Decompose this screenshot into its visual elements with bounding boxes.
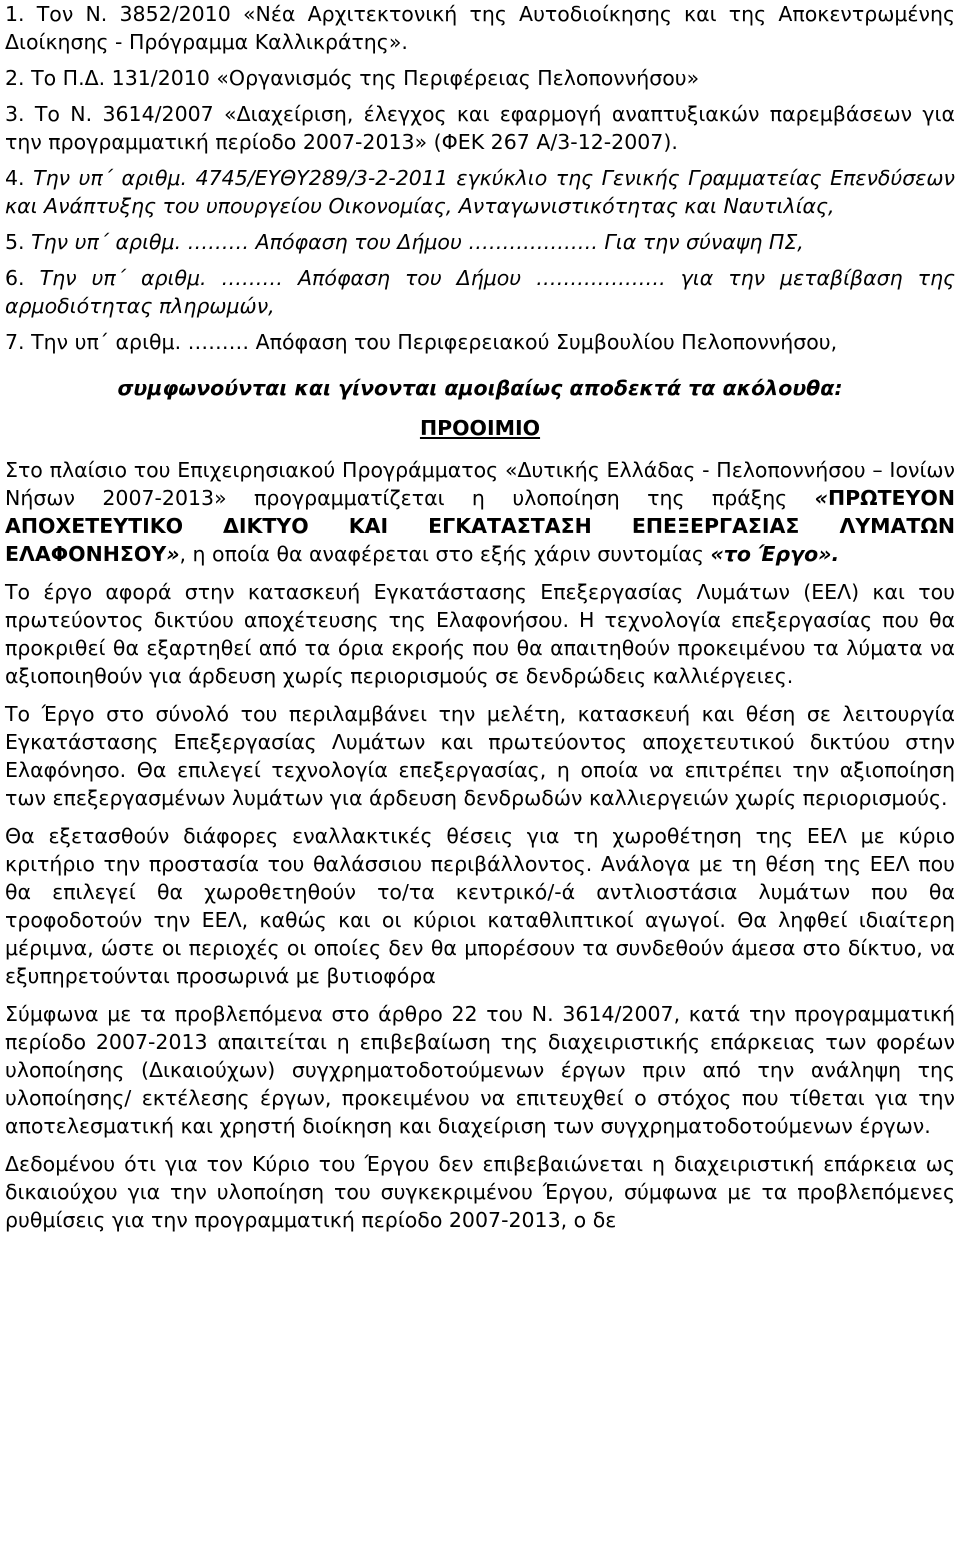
list-number: 1. [5, 2, 25, 26]
list-text: Το Ν. 3614/2007 «Διαχείριση, έλεγχος και εφαρμογή αναπτυξιακών παρεμβάσεων για την προγραμματική περίοδο 2007-2013» (ΦΕΚ 267 Α/3-12-2007). [5, 102, 955, 154]
paragraph-project-description: Το έργο αφορά στην κατασκευή Εγκατάστασης Επεξεργασίας Λυμάτων (ΕΕΛ) και του πρωτεύοντος δικτύου αποχέτευσης της Ελαφονήσου. Η τεχνολογία επεξεργασίας που θα προκριθεί θα εξαρτηθεί από τα όρια εκροής που θα απαιτηθούν προκειμένου τα λύματα να αξιοποιηθούν για άρδευση χωρίς περιορισμούς σε δενδρώδεις καλλιέργειες. [5, 580, 955, 688]
list-item [5, 228, 955, 256]
list-text: Την υπ΄ αριθμ. ……… Απόφαση του Δήμου ………………. Για την σύναψη ΠΣ, [31, 230, 804, 254]
project-title: ΠΡΩΤΕΥΟΝ ΑΠΟΧΕΤΕΥΤΙΚΟ ΔΙΚΤΥΟ ΚΑΙ ΕΓΚΑΤΑΣΤΑΣΗ ΕΠΕΞΕΡΓΑΣΙΑΣ ΛΥΜΑΤΩΝ ΕΛΑΦΟΝΗΣΟΥ [5, 486, 955, 566]
agreement-line: συμφωνούνται και γίνονται αμοιβαίως αποδεκτά τα ακόλουθα: [117, 376, 843, 400]
paragraph-siting: Θα εξετασθούν διάφορες εναλλακτικές θέσεις για τη χωροθέτηση της ΕΕΛ με κύριο κριτήριο την προστασία του θαλάσσιου περιβάλλοντος. Ανάλογα με τη θέση της ΕΕΛ που θα επιλεγεί θα χωροθετηθούν το/τα κεντρικό/-ά αντλιοστάσια λυμάτων που θα τροφοδοτούν την ΕΕΛ, καθώς και οι κύριοι καταθλιπτικοί αγωγοί. Θα ληφθεί ιδιαίτερη μέριμνα, ώστε οι περιοχές οι οποίες δεν θα μπορέσουν τα συνδεθούν άμεσα στο δίκτυο, να εξυπηρετούνται προσωρινά με βυτιοφόρα [5, 824, 955, 988]
list-number: 4. [5, 166, 25, 190]
list-text: Τον Ν. 3852/2010 «Νέα Αρχιτεκτονική της Αυτοδιοίκησης και της Αποκεντρωμένης Διοίκησης - Πρόγραμμα Καλλικράτης». [5, 2, 955, 54]
paragraph-legal-basis: Σύμφωνα με τα προβλεπόμενα στο άρθρο 22 του Ν. 3614/2007, κατά την προγραμματική περίοδο 2007-2013 απαιτείται η επιβεβαίωση της διαχειριστικής επάρκειας των φορέων υλοποίησης (Δικαιούχων) συγχρηματοδοτούμενων έργων πριν από την ανάληψη της υλοποίησης/ εκτέλεσης έργων, προκειμένου να επιτευχθεί ο στόχος που τίθεται για την αποτελεσματική και χρηστή διοίκηση και διαχείριση των συγχρηματοδοτούμενων έργων. [5, 1002, 955, 1138]
list-number: 5. [5, 230, 25, 254]
list-number: 2. [5, 66, 25, 90]
list-text: Την υπ΄ αριθμ. ……… Απόφαση του Περιφερειακού Συμβουλίου Πελοποννήσου, [31, 330, 838, 354]
paragraph-project-scope: Το Έργο στο σύνολό του περιλαμβάνει την μελέτη, κατασκευή και θέση σε λειτουργία Εγκατάστασης Επεξεργασίας Λυμάτων και πρωτεύοντος αποχετευτικού δικτύου στην Ελαφόνησο. Θα επιλεγεί τεχνολογία επεξεργασίας, η οποία να επιτρέπει την αξιοποίηση των επεξεργασμένων λυμάτων για άρδευση δενδρωδών καλλιεργειών χωρίς περιορισμούς. [5, 702, 955, 810]
list-item [5, 0, 955, 56]
project-short-name: το Έργο [723, 542, 819, 566]
list-text: Το Π.Δ. 131/2010 «Οργανισμός της Περιφέρειας Πελοποννήσου» [31, 66, 700, 90]
paragraph-preamble: Στο πλαίσιο του Επιχειρησιακού Προγράμματος «Δυτικής Ελλάδας - Πελοποννήσου – Ιονίων Νήσων 2007-2013» προγραμματίζεται η υλοποίηση της πράξης «ΠΡΩΤΕΥΟΝ ΑΠΟΧΕΤΕΥΤΙΚΟ ΔΙΚΤΥΟ ΚΑΙ ΕΓΚΑΤΑΣΤΑΣΗ ΕΠΕΞΕΡΓΑΣΙΑΣ ΛΥΜΑΤΩΝ ΕΛΑΦΟΝΗΣΟΥ», η οποία θα αναφέρεται στο εξής χάριν συντομίας «το Έργο». [5, 458, 955, 566]
list-text: Την υπ΄ αριθμ. 4745/ΕΥΘΥ289/3-2-2011 εγκύκλιο της Γενικής Γραμματείας Επενδύσεων και Ανάπτυξης του υπουργείου Οικονομίας, Ανταγωνιστικότητας και Ναυτιλίας, [5, 166, 955, 218]
list-number: 3. [5, 102, 25, 126]
list-number: 7. [5, 330, 25, 354]
list-text: Την υπ΄ αριθμ. ……… Απόφαση του Δήμου ………………. για την μεταβίβαση της αρμοδιότητας πληρωμών, [5, 266, 955, 318]
section-heading: ΠΡΟΟΙΜΙΟ [419, 416, 541, 440]
list-item [5, 328, 955, 356]
list-number: 6. [5, 266, 25, 290]
list-item [5, 64, 955, 92]
list-item [5, 100, 955, 156]
document-page [5, 0, 955, 1244]
list-item [5, 164, 955, 220]
paragraph-capacity: Δεδομένου ότι για τον Κύριο του Έργου δεν επιβεβαιώνεται η διαχειριστική επάρκεια ως δικαιούχου για την υλοποίηση του συγκεκριμένου Έργου, σύμφωνα με τα προβλεπόμενες ρυθμίσεις για την προγραμματική περίοδο 2007-2013, ο δε [5, 1152, 955, 1232]
list-item [5, 264, 955, 320]
